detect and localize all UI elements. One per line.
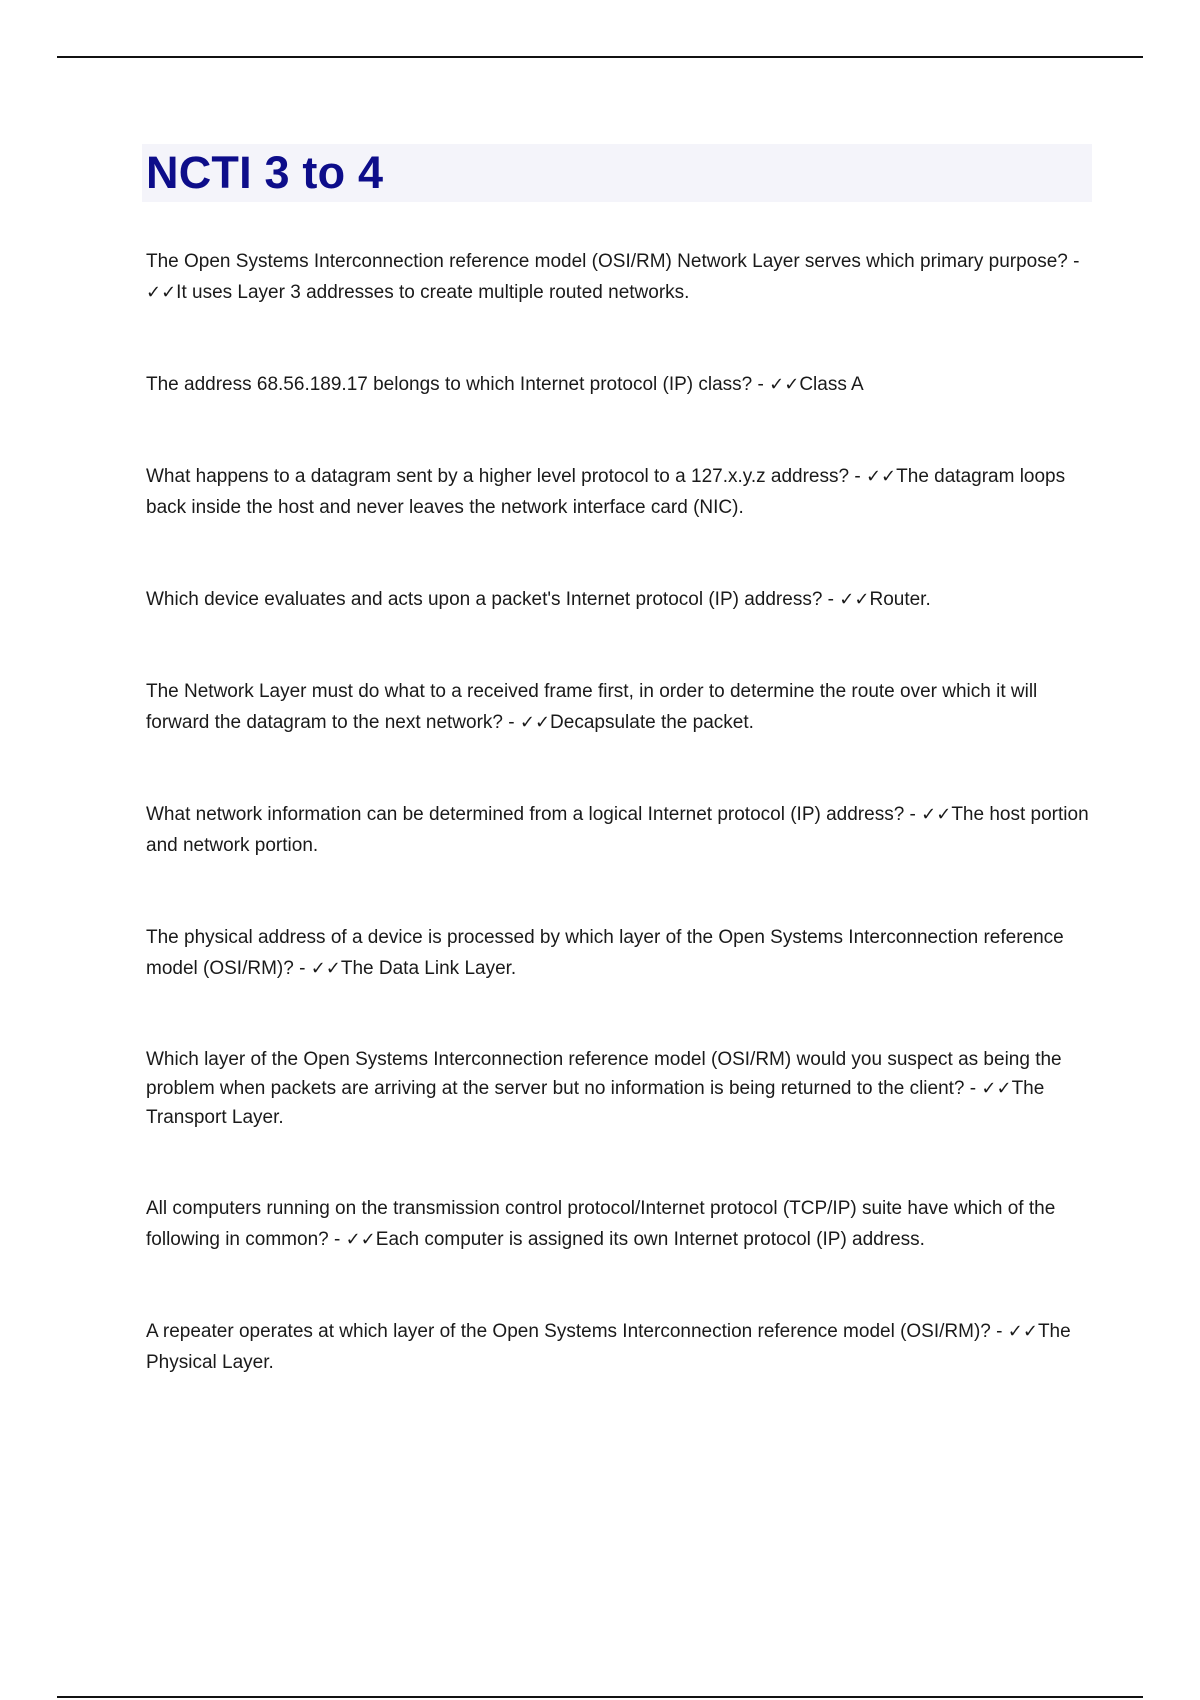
question-text: What network information can be determined from a logical Internet protocol (IP) address? [146, 804, 905, 825]
separator: - [822, 589, 840, 610]
question-text: The Open Systems Interconnection reference model (OSI/RM) Network Layer serves which primary purpose? [146, 251, 1068, 272]
check-mark-icon: ✓✓ [345, 1229, 376, 1250]
answer-text: The Transport Layer. [146, 1078, 1045, 1128]
question-text: All computers running on the transmission control protocol/Internet protocol (TCP/IP) suite have which of the following in common? [146, 1198, 1056, 1250]
check-mark-icon: ✓✓ [981, 1078, 1012, 1099]
qa-item [146, 584, 1092, 615]
top-rule [57, 56, 1143, 58]
answer-text: Class A [799, 374, 864, 395]
check-mark-icon: ✓✓ [310, 958, 341, 979]
qa-list [142, 246, 1092, 1378]
check-mark-icon: ✓✓ [769, 374, 800, 395]
question-text: The Network Layer must do what to a received frame first, in order to determine the route over which it will forward the datagram to the next network? [146, 681, 1038, 733]
check-mark-icon: ✓✓ [839, 589, 870, 610]
answer-text: It uses Layer 3 addresses to create multiple routed networks. [176, 282, 690, 303]
check-mark-icon: ✓✓ [1007, 1321, 1038, 1342]
question-text: What happens to a datagram sent by a higher level protocol to a 127.x.y.z address? [146, 466, 850, 487]
answer-text: Decapsulate the packet. [550, 712, 754, 733]
bottom-rule [57, 1696, 1143, 1698]
answer-text: The datagram loops back inside the host and never leaves the network interface card (NIC). [146, 466, 1066, 518]
separator: - [293, 958, 311, 979]
question-text: Which layer of the Open Systems Interconnection reference model (OSI/RM) would you suspect as being the problem when packets are arriving at the server but no information is being returned to the client? [146, 1049, 1062, 1099]
answer-text: The Data Link Layer. [340, 958, 517, 979]
answer-text: The Physical Layer. [146, 1321, 1071, 1373]
qa-item [146, 1316, 1092, 1378]
qa-item [146, 799, 1092, 861]
separator: - [904, 804, 922, 825]
check-mark-icon: ✓✓ [519, 712, 551, 733]
answer-text: Router. [869, 589, 931, 610]
answer-text: The host portion and network portion. [146, 804, 1089, 856]
qa-item [146, 246, 1092, 308]
check-mark-icon: ✓✓ [921, 804, 952, 825]
answer-text: Each computer is assigned its own Internet protocol (IP) address. [375, 1229, 925, 1250]
qa-item [146, 676, 1092, 738]
check-mark-icon: ✓✓ [146, 282, 177, 303]
question-text: The physical address of a device is processed by which layer of the Open Systems Interconnection reference model (OSI/RM)? [146, 927, 1064, 979]
question-text: Which device evaluates and acts upon a packet's Internet protocol (IP) address? [146, 589, 823, 610]
separator: - [849, 466, 866, 487]
separator: - [964, 1078, 982, 1099]
question-text: A repeater operates at which layer of the Open Systems Interconnection reference model (OSI/RM)? [146, 1321, 991, 1342]
separator: - [752, 374, 770, 395]
title-banner [142, 144, 1092, 202]
qa-item [146, 922, 1092, 984]
document-content [142, 144, 1092, 1439]
qa-item [146, 369, 1092, 400]
separator: - [502, 712, 520, 733]
separator: - [1067, 251, 1080, 272]
question-text: The address 68.56.189.17 belongs to which Internet protocol (IP) class? [146, 374, 753, 395]
document-title: NCTI 3 to 4 [146, 147, 384, 198]
qa-item [146, 1193, 1092, 1255]
check-mark-icon: ✓✓ [865, 466, 897, 487]
separator: - [990, 1321, 1008, 1342]
separator: - [328, 1229, 346, 1250]
qa-item [146, 1045, 1092, 1132]
qa-item [146, 461, 1092, 523]
